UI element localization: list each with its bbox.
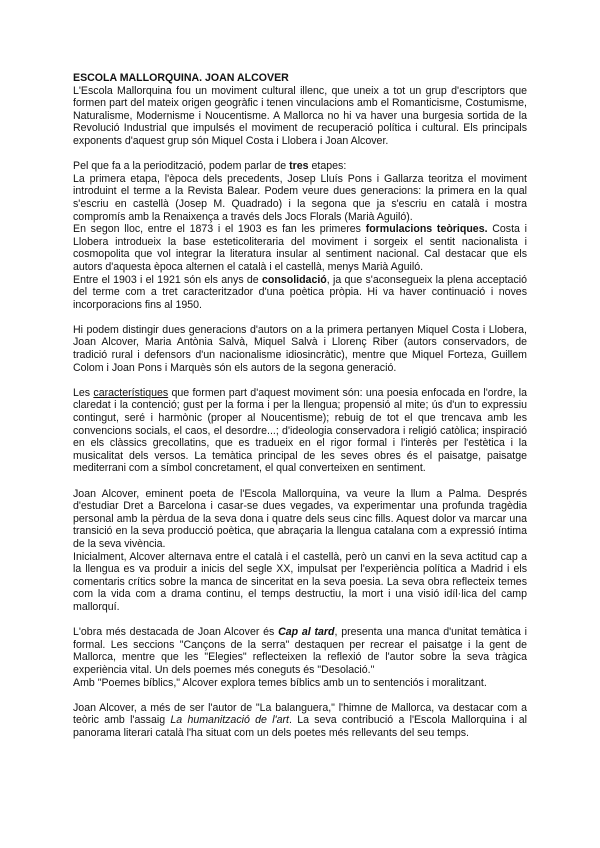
paragraph-intro: L'Escola Mallorquina fou un moviment cultural illenc, que uneix a tot un grup d'escriptors que formen part del mateix origen geogràfic i tenen vinculacions amb el Romanticisme, Costumisme, Naturalisme, Modernisme i Noucentisme. A Mallorca no hi va haver una burgesia sortida de la Revolució Industrial que impulsés el moviment de recuperació política i cultural. Els principals exponents d'aquest grup són Miquel Costa i Llobera i Joan Alcover. bbox=[73, 84, 527, 147]
bold-term-formulacions: formulacions teòriques. bbox=[365, 223, 488, 236]
work-title-cap-al-tard: Cap al tard bbox=[278, 626, 335, 639]
paragraph-second-stage: En segon lloc, entre el 1873 i el 1903 es fan les primeres formulacions teòriques. Costa i Llobera introdueix la base esteticoliteraria del moviment i sorgeix el sentit nacionalista i cosmopolita que vol integrar la literatura insular al sentiment nacional. Cal destacar que els autors d'aquesta època alternen el català i el castellà, menys Marià Aguiló. bbox=[73, 223, 527, 273]
bold-term-tres: tres bbox=[289, 160, 309, 173]
document-body bbox=[73, 72, 527, 739]
underlined-term-caracteristiques: característiques bbox=[93, 386, 169, 399]
paragraph-consolidation: Entre el 1903 i el 1921 són els anys de consolidació, ja que s'aconsegueix la plena acceptació del terme com a tret caracteritzador d'una poètica pròpia. Hi va haver continuació i noves incorporacions fins al 1950. bbox=[73, 273, 527, 311]
paragraph-periodization: Pel que fa a la periodització, podem parlar de tres etapes: bbox=[73, 160, 347, 173]
paragraph-first-stage: La primera etapa, l'època dels precedents, Josep Lluís Pons i Gallarza teoritza el moviment introduint el terme a la Revista Balear. Podem veure dues generacions: la primera en la qual s'escriu en castellà (Josep M. Quadrado) i la segona que ja s'escriu en català i mostra compromís amb la Renaixença a través dels Jocs Florals (Marià Aguiló). bbox=[73, 172, 527, 223]
paragraph-cap-al-tard: L'obra més destacada de Joan Alcover és Cap al tard, presenta una manca d'unitat temàtica i formal. Les seccions "Cançons de la serra" destaquen per recrear el paisatge i la gent de Mallorca, mentre que les "Elegies" reflecteixen la reflexió de l'autor sobre la seva tràgica experiència vital. Un dels poemes més coneguts és "Desolació." bbox=[73, 626, 528, 676]
paragraph-alcover-language: Inicialment, Alcover alternava entre el català i el castellà, però un canvi en la seva actitud cap a la llengua es va produir a inicis del segle XX, impulsat per l'experiència política a Madrid i els comentaris crítics sobre la manca de sinceritat en la seva poesia. La seva obra reflecteix temes com la vida com a drama continu, el temps destructiu, la mort i una visió idíl·lica del camp mallorquí. bbox=[73, 550, 527, 613]
paragraph-alcover-bio: Joan Alcover, eminent poeta de l'Escola Mallorquina, va veure la llum a Palma. Després d'estudiar Dret a Barcelona i casar-se dues vegades, va experimentar una profunda tragèdia personal amb la pèrdua de la seva dona i quatre dels seus cinc fills. Aquest dolor va marcar una transició en la seva producció poètica, que abraçaria la llengua catalana com a expressió íntima de la seva vivència. bbox=[73, 487, 527, 550]
document-title: ESCOLA MALLORQUINA. JOAN ALCOVER bbox=[73, 72, 289, 84]
paragraph-characteristics: Les característiques que formen part d'aquest moviment són: una poesia enfocada en l'ordre, la claredat i la contenció; gust per la forma i per la llengua; propensió al mite; ús d'un to expressiu contingut, seré i harmònic (proper al Noucentisme); rebuig de tot el que trencava amb les convencions socials, el caos, el desordre...; d'ideologia conservadora i religió catòlica; inspiració en els clàssics grecollatins, que es tradueix en el rigor formal i l'interès per l'estètica i la musicalitat dels versos. La temàtica principal de les seves obres és el paisatge, paisatge mediterrani com a símbol concretament, el qual converteixen en sentiment. bbox=[73, 386, 527, 475]
bold-term-consolidacio: consolidació bbox=[262, 273, 327, 286]
paragraph-generations: Hi podem distingir dues generacions d'autors on a la primera pertanyen Miquel Costa i Llobera, Joan Alcover, Maria Antònia Salvà, Miquel Salvà i Llorenç Riber (autors conservadors, de tradició rural i defensors d'un nacionalisme idiosincràtic), mentre que Miquel Forteza, Guillem Colom i Joan Pons i Marquès són els autors de la segona generació. bbox=[73, 323, 527, 374]
paragraph-poemes-biblics: Amb "Poemes bíblics," Alcover explora temes bíblics amb un to sentenciós i moralitzant. bbox=[73, 676, 487, 689]
paragraph-conclusion: Joan Alcover, a més de ser l'autor de "La balanguera," l'himne de Mallorca, va destacar com a teòric amb l'assaig La humanització de l'art. La seva contribució a l'Escola Mallorquina i al panorama literari català l'ha situat com un dels poetes més rellevants del seu temps. bbox=[73, 701, 528, 739]
work-title-humanitzacio: La humanització de l'art bbox=[170, 714, 289, 727]
